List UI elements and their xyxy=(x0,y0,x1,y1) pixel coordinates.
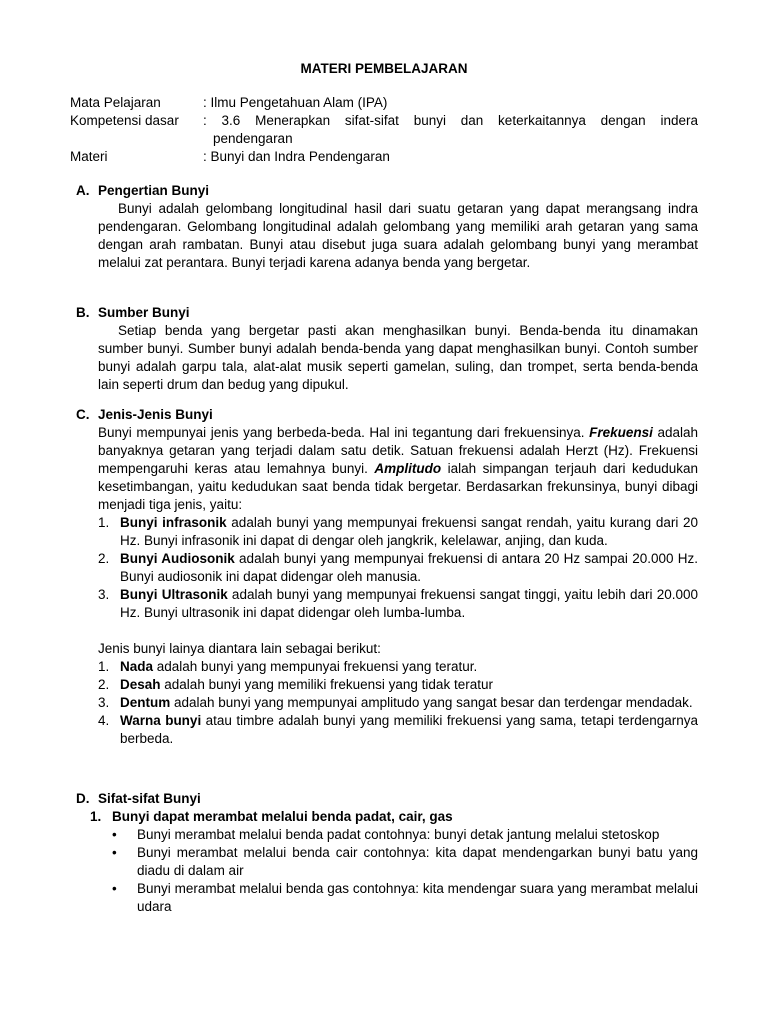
list-term: Bunyi Ultrasonik xyxy=(120,587,228,602)
section-b-paragraph: Setiap benda yang bergetar pasti akan menghasilkan bunyi. Benda-benda itu dinamakan sumber bunyi. Sumber bunyi adalah benda-benda yang dapat menghasilkan bunyi. Contoh sumber bunyi adalah garpu tala, alat-alat musik seperti gamelan, suling, dan trompet, serta benda-benda lain seperti drum dan bedug yang dipukul. xyxy=(98,323,698,392)
list-number: 1. xyxy=(98,515,110,530)
bullet-list xyxy=(112,826,698,916)
list-item xyxy=(98,712,698,748)
section-b-letter: B. xyxy=(76,305,90,320)
section-a-title: Pengertian Bunyi xyxy=(98,183,210,198)
meta-row-subject xyxy=(70,94,698,112)
list-item xyxy=(112,880,698,916)
section-a-body xyxy=(98,200,698,272)
section-d-heading xyxy=(76,790,698,808)
subsection-heading xyxy=(90,808,698,826)
list-desc: adalah bunyi yang mempunyai frekuensi sangat tinggi, yaitu lebih dari 20.000 Hz. Bunyi ultrasonik ini dapat didengar oleh lumba-lumba. xyxy=(120,587,698,620)
list-number: 2. xyxy=(98,551,110,566)
section-b-body xyxy=(98,322,698,394)
intro-part2: adalah banyaknya getaran yang terjadi dalam satu detik. Satuan frekuensi adalah Herzt (Hz). Frekuensi mempengaruhi keras atau lemahnya bunyi. xyxy=(98,425,699,476)
list-text xyxy=(120,658,698,676)
bullet-text: Bunyi merambat melalui benda padat contohnya: bunyi detak jantung melalui stetoskop xyxy=(137,827,660,842)
list-term: Warna bunyi xyxy=(120,713,202,728)
meta-row-competency xyxy=(70,112,698,148)
list-item xyxy=(98,514,698,550)
list-desc: adalah bunyi yang mempunyai frekuensi sangat rendah, yaitu kurang dari 20 Hz. Bunyi infrasonik ini dapat di dengar oleh jangkrik, kelelawar, anjing, dan kuda. xyxy=(120,515,698,548)
term-frekuensi: Frekuensi xyxy=(589,425,653,440)
section-c-heading xyxy=(76,406,698,424)
list-term: Bunyi Audiosonik xyxy=(120,551,235,566)
competency-value xyxy=(203,112,698,148)
section-b-heading xyxy=(76,304,698,322)
other-types-list xyxy=(98,658,698,748)
section-a xyxy=(76,182,698,272)
list-text xyxy=(120,712,698,748)
other-types-intro: Jenis bunyi lainya diantara lain sebagai berikut: xyxy=(98,641,381,656)
list-item xyxy=(112,826,698,844)
section-d xyxy=(76,790,698,916)
subject-value: : Ilmu Pengetahuan Alam (IPA) xyxy=(203,95,388,110)
list-desc: atau timbre adalah bunyi yang memiliki frekuensi yang sama, tetapi terdengarnya berbeda. xyxy=(120,713,698,746)
list-item xyxy=(112,844,698,880)
competency-value-line1: : 3.6 Menerapkan sifat-sifat bunyi dan keterkaitannya dengan indera xyxy=(203,113,698,128)
section-d-body xyxy=(90,808,698,916)
section-c-body xyxy=(98,424,698,748)
list-item xyxy=(98,694,698,712)
bullet-icon: • xyxy=(112,845,117,860)
section-b-title: Sumber Bunyi xyxy=(98,305,190,320)
list-item xyxy=(98,658,698,676)
subsection-number: 1. xyxy=(90,809,102,824)
bullet-icon: • xyxy=(112,827,117,842)
section-c xyxy=(76,406,698,748)
list-text xyxy=(120,694,698,712)
bullet-text: Bunyi merambat melalui benda gas contohnya: kita mendengar suara yang merambat melalui udara xyxy=(137,881,698,914)
meta-block xyxy=(70,94,698,166)
competency-value-line2: pendengaran xyxy=(213,131,293,146)
list-text xyxy=(120,514,698,550)
section-a-letter: A. xyxy=(76,183,90,198)
list-desc: adalah bunyi yang mempunyai frekuensi di antara 20 Hz sampai 20.000 Hz. Bunyi audiosonik ini dapat didengar oleh manusia. xyxy=(120,551,698,584)
intro-part1: Bunyi mempunyai jenis yang berbeda-beda. Hal ini tegantung dari frekuensinya. xyxy=(98,425,590,440)
list-text xyxy=(120,676,698,694)
intro-part3: ialah simpangan terjauh dari kedudukan kesetimbangan, yaitu kedudukan saat benda tidak bergetar. Berdasarkan frekunsinya, bunyi dibagi menjadi tiga jenis, yaitu: xyxy=(98,461,699,512)
list-term: Dentum xyxy=(120,695,171,710)
list-text xyxy=(120,586,698,622)
list-term: Nada xyxy=(120,659,154,674)
subsection-title: Bunyi dapat merambat melalui benda padat, cair, gas xyxy=(112,809,453,824)
list-number: 3. xyxy=(98,695,110,710)
bullet-text: Bunyi merambat melalui benda cair contohnya: kita dapat mendengarkan bunyi batu yang diadu di dalam air xyxy=(137,845,698,878)
list-term: Bunyi infrasonik xyxy=(120,515,227,530)
meta-row-material xyxy=(70,148,698,166)
list-item xyxy=(98,586,698,622)
section-c-title: Jenis-Jenis Bunyi xyxy=(98,407,213,422)
section-a-paragraph: Bunyi adalah gelombang longitudinal hasil dari suatu getaran yang dapat merangsang indra pendengaran. Gelombang longitudinal adalah gelombang yang memiliki arah getaran yang sama dengan arah rambatan. Bunyi atau disebut juga suara adalah gelombang bunyi yang merambat melalui zat perantara. Bunyi terjadi karena adanya benda yang bergetar. xyxy=(98,201,698,270)
section-c-letter: C. xyxy=(76,407,90,422)
subject-label: Mata Pelajaran xyxy=(70,95,161,110)
section-b xyxy=(76,304,698,394)
section-a-heading xyxy=(76,182,698,200)
list-text xyxy=(120,550,698,586)
material-value: : Bunyi dan Indra Pendengaran xyxy=(203,149,390,164)
section-d-letter: D. xyxy=(76,791,90,806)
sound-types-list xyxy=(98,514,698,622)
section-d-title: Sifat-sifat Bunyi xyxy=(98,791,201,806)
list-item xyxy=(98,550,698,586)
term-amplitudo: Amplitudo xyxy=(374,461,442,476)
list-number: 2. xyxy=(98,677,110,692)
section-c-intro xyxy=(98,424,698,514)
list-number: 4. xyxy=(98,713,110,728)
bullet-icon: • xyxy=(112,881,117,896)
list-desc: adalah bunyi yang mempunyai amplitudo yang sangat besar dan terdengar mendadak. xyxy=(170,695,693,710)
material-label: Materi xyxy=(70,149,108,164)
list-item xyxy=(98,676,698,694)
list-desc: adalah bunyi yang mempunyai frekuensi yang teratur. xyxy=(153,659,478,674)
list-desc: adalah bunyi yang memiliki frekuensi yang tidak teratur xyxy=(160,677,493,692)
list-number: 1. xyxy=(98,659,110,674)
competency-label: Kompetensi dasar xyxy=(70,113,179,128)
spacer xyxy=(98,622,698,640)
page-title: MATERI PEMBELAJARAN xyxy=(300,61,468,76)
list-number: 3. xyxy=(98,587,110,602)
list-term: Desah xyxy=(120,677,161,692)
